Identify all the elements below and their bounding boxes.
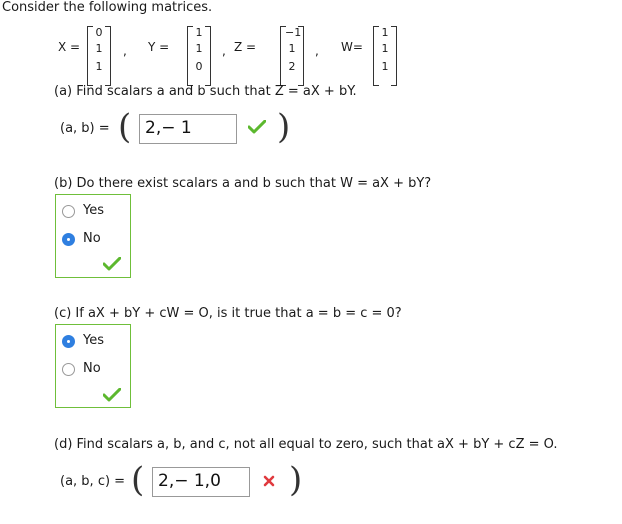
matrix-w-label: W= xyxy=(341,40,363,54)
part-d-answer-label: (a, b, c) = xyxy=(60,474,126,489)
matrix-w-cell: 1 xyxy=(381,26,389,39)
matrix-z-cell: 1 xyxy=(288,42,296,55)
open-paren: ( xyxy=(131,460,145,500)
part-b-radio-yes[interactable] xyxy=(62,205,75,218)
matrix-separator: , xyxy=(123,44,127,58)
matrix-z-cell: 2 xyxy=(288,60,296,73)
part-d-question: (d) Find scalars a, b, and c, not all equal to zero, such that aX + bY + cZ = O. xyxy=(54,437,558,452)
part-c-option-no[interactable]: No xyxy=(83,361,101,376)
intro-text: Consider the following matrices. xyxy=(2,0,213,15)
open-paren: ( xyxy=(118,107,132,147)
matrix-y-cell: 0 xyxy=(195,60,203,73)
matrix-y-cell: 1 xyxy=(195,26,203,39)
part-d-answer-value: 2,− 1,0 xyxy=(158,471,221,491)
matrix-separator: , xyxy=(315,44,319,58)
part-c-question: (c) If aX + bY + cW = O, is it true that a = b = c = 0? xyxy=(54,306,402,321)
matrix-w-cell: 1 xyxy=(381,60,389,73)
matrix-y-label: Y = xyxy=(148,40,170,54)
matrix-w-cell: 1 xyxy=(381,42,389,55)
part-c-option-yes[interactable]: Yes xyxy=(83,333,104,348)
part-c-radio-no[interactable] xyxy=(62,363,75,376)
close-paren: ) xyxy=(289,460,303,500)
part-b-option-no[interactable]: No xyxy=(83,231,101,246)
part-b-question: (b) Do there exist scalars a and b such that W = aX + bY? xyxy=(54,176,432,191)
matrix-x-cell: 1 xyxy=(95,60,103,73)
matrix-x-cell: 0 xyxy=(95,26,103,39)
check-icon xyxy=(248,120,266,134)
cross-icon xyxy=(263,475,275,487)
part-d-answer-input[interactable] xyxy=(152,467,250,497)
matrix-x-cell: 1 xyxy=(95,42,103,55)
matrix-z-label: Z = xyxy=(234,40,257,54)
part-c-radio-yes[interactable] xyxy=(62,335,75,348)
part-a-answer-value: 2,− 1 xyxy=(145,118,192,138)
matrix-separator: , xyxy=(222,44,226,58)
matrix-z-cell: −1 xyxy=(285,26,302,39)
part-a-answer-input[interactable] xyxy=(139,114,237,144)
part-a-question: (a) Find scalars a and b such that Z = aX + bY. xyxy=(54,84,357,99)
part-a-answer-label: (a, b) = xyxy=(60,121,110,136)
part-b-radio-no[interactable] xyxy=(62,233,75,246)
check-icon xyxy=(103,388,121,402)
close-paren: ) xyxy=(277,107,291,147)
check-icon xyxy=(103,257,121,271)
matrix-x-label: X = xyxy=(58,40,81,54)
part-b-option-yes[interactable]: Yes xyxy=(83,203,104,218)
matrix-y-cell: 1 xyxy=(195,42,203,55)
